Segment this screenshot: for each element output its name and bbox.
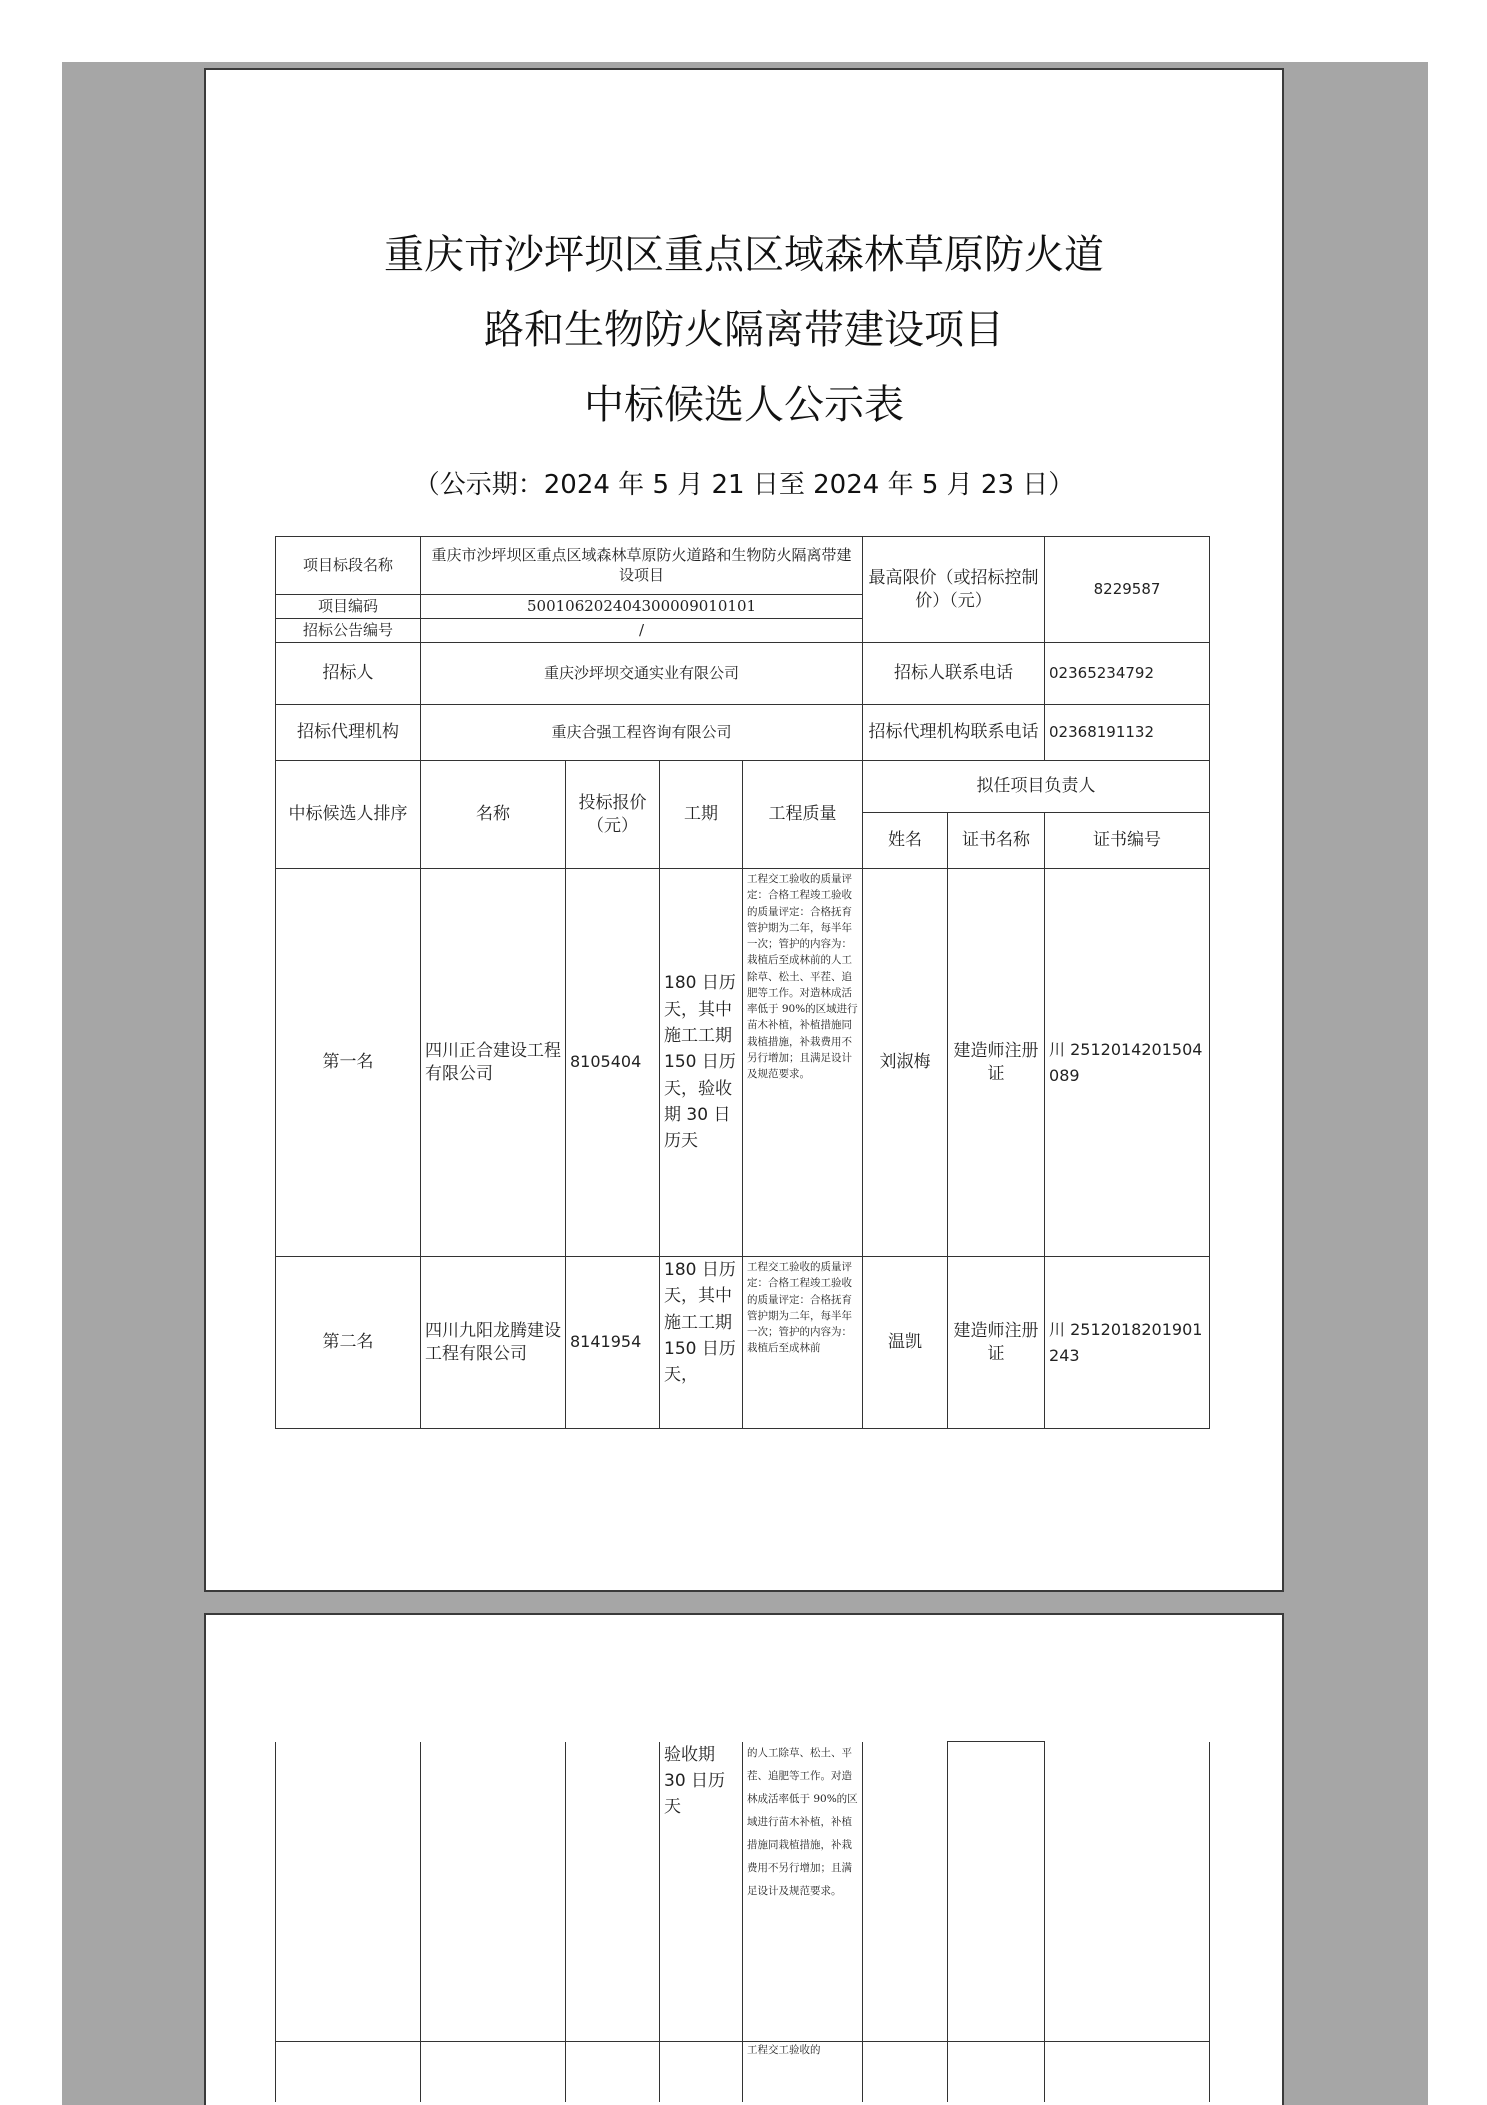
header-name: 名称 [421,761,566,869]
quality-next-start: 工程交工验收的 [743,2042,863,2102]
tenderer-phone-value: 02365234792 [1045,643,1210,705]
candidate-manager: 温凯 [863,1257,948,1429]
table-row [276,869,1210,1257]
header-bid-price: 投标报价（元） [566,761,660,869]
candidate-quality: 工程交工验收的质量评定：合格工程竣工验收的质量评定：合格抚育管护期为二年，每半年一次；管护的内容为：栽植后至成林前的人工除草、松土、平茬、追肥等工作。对造林成活率低于 90%的区域进行苗木补植，补植措施同栽植措施，补栽费用不另行增加；且满足设计及规范要求。 [743,869,863,1257]
candidate-quality: 工程交工验收的质量评定：合格工程竣工验收的质量评定：合格抚育管护期为二年，每半年一次；管护的内容为：栽植后至成林前 [743,1257,863,1429]
candidate-cert-no: 川 2512018201901243 [1045,1257,1210,1429]
header-duration: 工期 [660,761,743,869]
publicity-period: （公示期：2024 年 5 月 21 日至 2024 年 5 月 23 日） [413,470,1075,500]
page-1 [204,68,1284,1592]
duration-continued: 验收期 30 日历天 [660,1742,743,2042]
candidate-name: 四川正合建设工程有限公司 [421,869,566,1257]
notice-no-value: / [421,619,863,643]
candidate-cert-no: 川 2512014201504089 [1045,869,1210,1257]
candidate-cert-name: 建造师注册证 [948,1257,1045,1429]
tenderer-value: 重庆沙坪坝交通实业有限公司 [421,643,863,705]
agency-phone-label: 招标代理机构联系电话 [863,705,1045,761]
header-manager-group: 拟任项目负责人 [863,761,1210,813]
tenderer-label: 招标人 [276,643,421,705]
section-name-value: 重庆市沙坪坝区重点区域森林草原防火道路和生物防火隔离带建设项目 [421,537,863,595]
agency-phone-value: 02368191132 [1045,705,1210,761]
candidate-bid-price: 8141954 [566,1257,660,1429]
project-code-label: 项目编码 [276,595,421,619]
candidate-name: 四川九阳龙腾建设工程有限公司 [421,1257,566,1429]
header-cert-no: 证书编号 [1045,813,1210,869]
max-price-label: 最高限价（或招标控制价）（元） [863,537,1045,643]
quality-continued: 的人工除草、松土、平茬、追肥等工作。对造林成活率低于 90%的区域进行苗木补植，补植措施同栽植措施，补栽费用不另行增加；且满足设计及规范要求。 [743,1742,863,2042]
title-line-3: 中标候选人公示表 [584,382,904,428]
candidate-table-continued [275,1741,1210,2102]
agency-value: 重庆合强工程咨询有限公司 [421,705,863,761]
agency-label: 招标代理机构 [276,705,421,761]
header-quality: 工程质量 [743,761,863,869]
candidate-rank: 第一名 [276,869,421,1257]
title-line-2: 路和生物防火隔离带建设项目 [484,307,1004,353]
page-2 [204,1613,1284,2105]
candidate-manager: 刘淑梅 [863,869,948,1257]
title-line-1: 重庆市沙坪坝区重点区域森林草原防火道 [384,232,1104,278]
table-row [276,1742,1210,2042]
candidate-rank: 第二名 [276,1257,421,1429]
candidate-cert-name: 建造师注册证 [948,869,1045,1257]
tenderer-phone-label: 招标人联系电话 [863,643,1045,705]
candidate-duration: 180 日历天，其中施工工期 150 日历天，验收期 30 日历天 [660,869,743,1257]
header-rank: 中标候选人排序 [276,761,421,869]
document-viewer[interactable] [62,62,1428,2105]
candidate-bid-price: 8105404 [566,869,660,1257]
header-cert-name: 证书名称 [948,813,1045,869]
table-row [276,1257,1210,1429]
max-price-value: 8229587 [1045,537,1210,643]
notice-no-label: 招标公告编号 [276,619,421,643]
section-name-label: 项目标段名称 [276,537,421,595]
candidate-duration: 180 日历天，其中施工工期 150 日历天， [660,1257,743,1429]
header-manager-name: 姓名 [863,813,948,869]
candidate-table [275,536,1210,1429]
project-code-value: 500106202404300009010101 [421,595,863,619]
table-row [276,2042,1210,2102]
